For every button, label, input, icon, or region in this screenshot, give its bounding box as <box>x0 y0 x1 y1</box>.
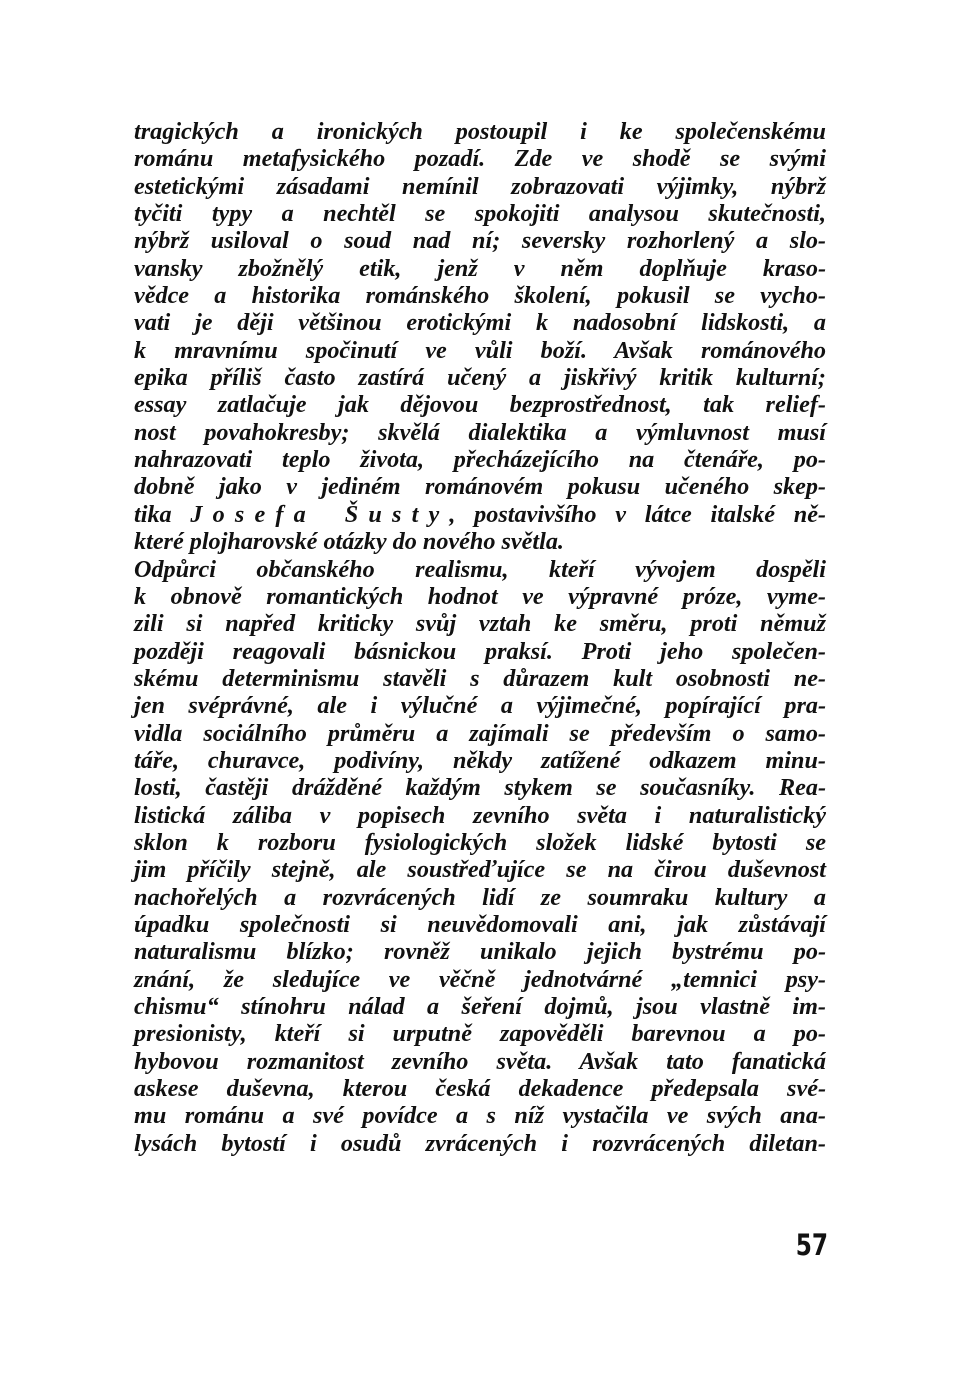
text-line: jim příčily stejně, ale soustřeďujíce se na čirou duševnost <box>134 856 826 884</box>
text-line: k obnově romantických hodnot ve výpravné próze, vyme- <box>134 582 826 610</box>
text-line-with-name <box>134 501 826 528</box>
text-line: nahrazovati teplo života, přecházejícího na čtenáře, po- <box>134 446 826 474</box>
text-line: listická záliba v popisech zevního světa i naturalistický <box>134 801 826 829</box>
text-line: epika příliš často zastírá učený a jiskřivý kritik kulturní; <box>134 364 826 392</box>
spaced-author-name: Josefa Šusty <box>190 500 450 528</box>
text-line: presionisty, kteří si urputně zapověděli barevnou a po- <box>134 1020 826 1048</box>
text-line: sklon k rozboru fysiologických složek lidské bytosti se <box>134 828 826 856</box>
page-number: 57 <box>795 1228 828 1262</box>
text-line: tragických a ironických postoupil i ke společenskému <box>134 118 826 145</box>
text-line: jen svéprávné, ale i výlučné a výjimečné, popírající pra- <box>134 692 826 720</box>
text-line: vidla sociálního průměru a zajímali se především o samo- <box>134 719 826 747</box>
text-line: hybovou rozmanitost zevního světa. Avšak tato fanatická <box>134 1047 826 1075</box>
text-line: románu metafysického pozadí. Zde ve shodě se svými <box>134 145 826 173</box>
text-line: nost povahokresby; skvělá dialektika a výmluvnost musí <box>134 418 826 446</box>
text-line: které plojharovské otázky do nového světla. <box>134 528 564 556</box>
text-line: chismu“ stínohru nálad a šeření dojmů, jsou vlastně im- <box>134 993 826 1020</box>
text-line: naturalismu blízko; rovněž unikalo jejich bystrému po- <box>134 938 826 966</box>
text-fragment: tika <box>134 500 191 528</box>
text-line: dobně jako v jediném románovém pokusu učeného skep- <box>134 473 826 501</box>
text-line: nýbrž usiloval o soud nad ní; seversky rozhorlený a slo- <box>134 227 826 255</box>
body-text <box>134 118 826 1157</box>
text-line: znání, že sledujíce ve věčně jednotvárné „temnici psy- <box>134 965 826 993</box>
text-line: skému determinismu stavěli s důrazem kult osobnosti ne- <box>134 664 826 692</box>
text-line: k mravnímu spočinutí ve vůli boží. Avšak románového <box>134 336 826 364</box>
text-line: essay zatlačuje jak dějovou bezprostřednost, tak relief- <box>134 391 826 419</box>
text-line: táře, churavce, podivíny, někdy zatížené odkazem minu- <box>134 746 826 774</box>
text-line: Odpůrci občanského realismu, kteří vývojem dospěli <box>134 555 826 583</box>
text-line: zili si napřed kriticky svůj vztah ke směru, proti němuž <box>134 610 826 638</box>
text-line: lysách bytostí i osudů zvrácených i rozvrácených diletan- <box>134 1129 826 1157</box>
text-line: mu románu a své povídce a s níž vystačila ve svých ana- <box>134 1102 826 1130</box>
text-line: vědce a historika románského školení, pokusil se vycho- <box>134 282 826 310</box>
text-line: tyčiti typy a nechtěl se spokojiti analysou skutečnosti, <box>134 200 826 228</box>
text-line: vati je ději většinou erotickými k nadosobní lidskosti, a <box>134 309 826 337</box>
text-fragment: , postavivšího v látce italské ně- <box>449 500 826 528</box>
text-line: losti, častěji drážděné každým stykem se současníky. Rea- <box>134 774 826 802</box>
text-line: askese duševna, kterou česká dekadence předepsala své- <box>134 1075 826 1103</box>
text-line: nachořelých a rozvrácených lidí ze soumraku kultury a <box>134 883 826 911</box>
text-line: úpadku společnosti si neuvědomovali ani, jak zůstávají <box>134 910 826 938</box>
text-line: vansky zbožnělý etik, jenž v něm doplňuje kraso- <box>134 254 826 282</box>
text-line: později reagovali básnickou praksí. Proti jeho společen- <box>134 637 826 665</box>
text-line: estetickými zásadami nemínil zobrazovati výjimky, nýbrž <box>134 172 826 200</box>
